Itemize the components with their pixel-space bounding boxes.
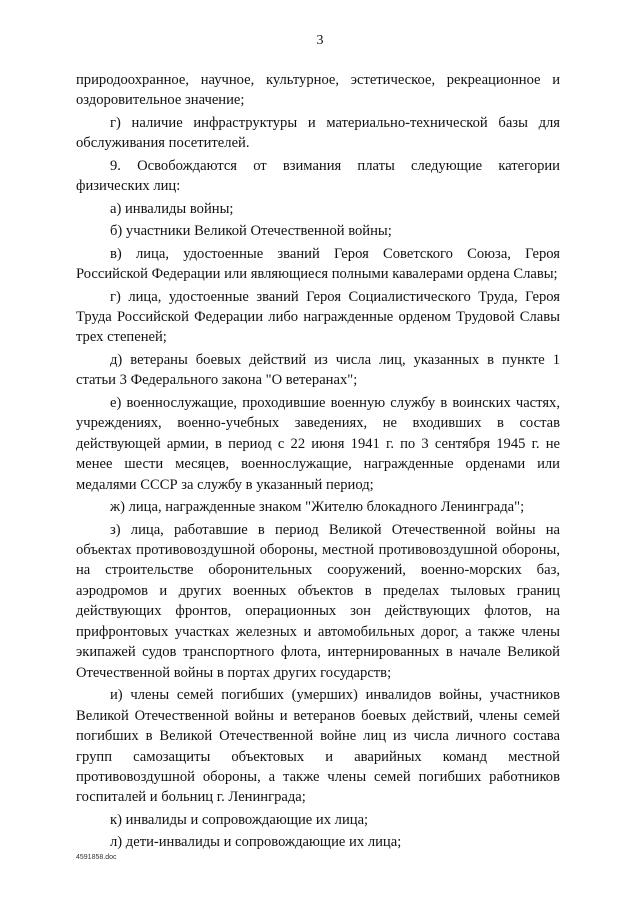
paragraph-item-g-infrastructure: г) наличие инфраструктуры и материально-технической базы для обслуживания посетителей. — [76, 114, 560, 152]
paragraph-item-d: д) ветераны боевых действий из числа лиц, указанных в пункте 1 статьи 3 Федерального закона "О ветеранах"; — [76, 351, 560, 389]
paragraph-item-e: е) военнослужащие, проходившие военную службу в воинских частях, учреждениях, военно-учебных заведениях, не входивших в состав действующей армии, в период с 22 июня 1941 г. по 3 сентября 1945 г. не менее шести месяцев, военнослужащие, награжденные орденами или медалями СССР за службу в указанный период; — [76, 394, 560, 493]
paragraph-item-k: к) инвалиды и сопровождающие их лица; — [110, 811, 369, 828]
page-number: 3 — [316, 33, 324, 48]
paragraph-item-zh: ж) лица, награжденные знаком "Жителю блокадного Ленинграда"; — [110, 499, 525, 516]
paragraph-item-i: и) члены семей погибших (умерших) инвалидов войны, участников Великой Отечественной войны и ветеранов боевых действий, члены семей погибших в Великой Отечественной войне лиц из числа личного состава групп самозащиты объектовых и аварийных команд местной противовоздушной обороны, а также члены семей погибших работников госпиталей и больниц г. Ленинграда; — [76, 687, 560, 806]
paragraph-clause-9: 9. Освобождаются от взимания платы следующие категории физических лиц: — [76, 157, 560, 195]
paragraph-intro-continuation: природоохранное, научное, культурное, эстетическое, рекреационное и оздоровительное значение; — [76, 72, 560, 109]
paragraph-item-v: в) лица, удостоенные званий Героя Советского Союза, Героя Российской Федерации или являющиеся полными кавалерами ордена Славы; — [76, 245, 560, 283]
paragraph-item-l: л) дети-инвалиды и сопровождающие их лица; — [110, 834, 402, 851]
paragraph-item-z: з) лица, работавшие в период Великой Отечественной войны на объектах противовоздушной обороны, местной противовоздушной обороны, на строительстве оборонительных сооружений, военно-морских баз, аэродромов и других военных объектов в пределах тыловых границ действующих фронтов, операционных зон действующих флотов, на прифронтовых участках железных и автомобильных дорог, а также члены экипажей судов транспортного флота, интернированных в начале Великой Отечественной войны в портах других государств; — [76, 521, 560, 681]
footer-file-code: 4591858.doc — [76, 854, 117, 861]
document-body — [76, 70, 560, 855]
paragraph-item-a: а) инвалиды войны; — [110, 200, 234, 217]
paragraph-item-g: г) лица, удостоенные званий Героя Социалистического Труда, Героя Труда Российской Федерации либо награжденные орденом Трудовой Славы трех степеней; — [76, 288, 560, 346]
paragraph-item-b: б) участники Великой Отечественной войны; — [110, 223, 392, 240]
